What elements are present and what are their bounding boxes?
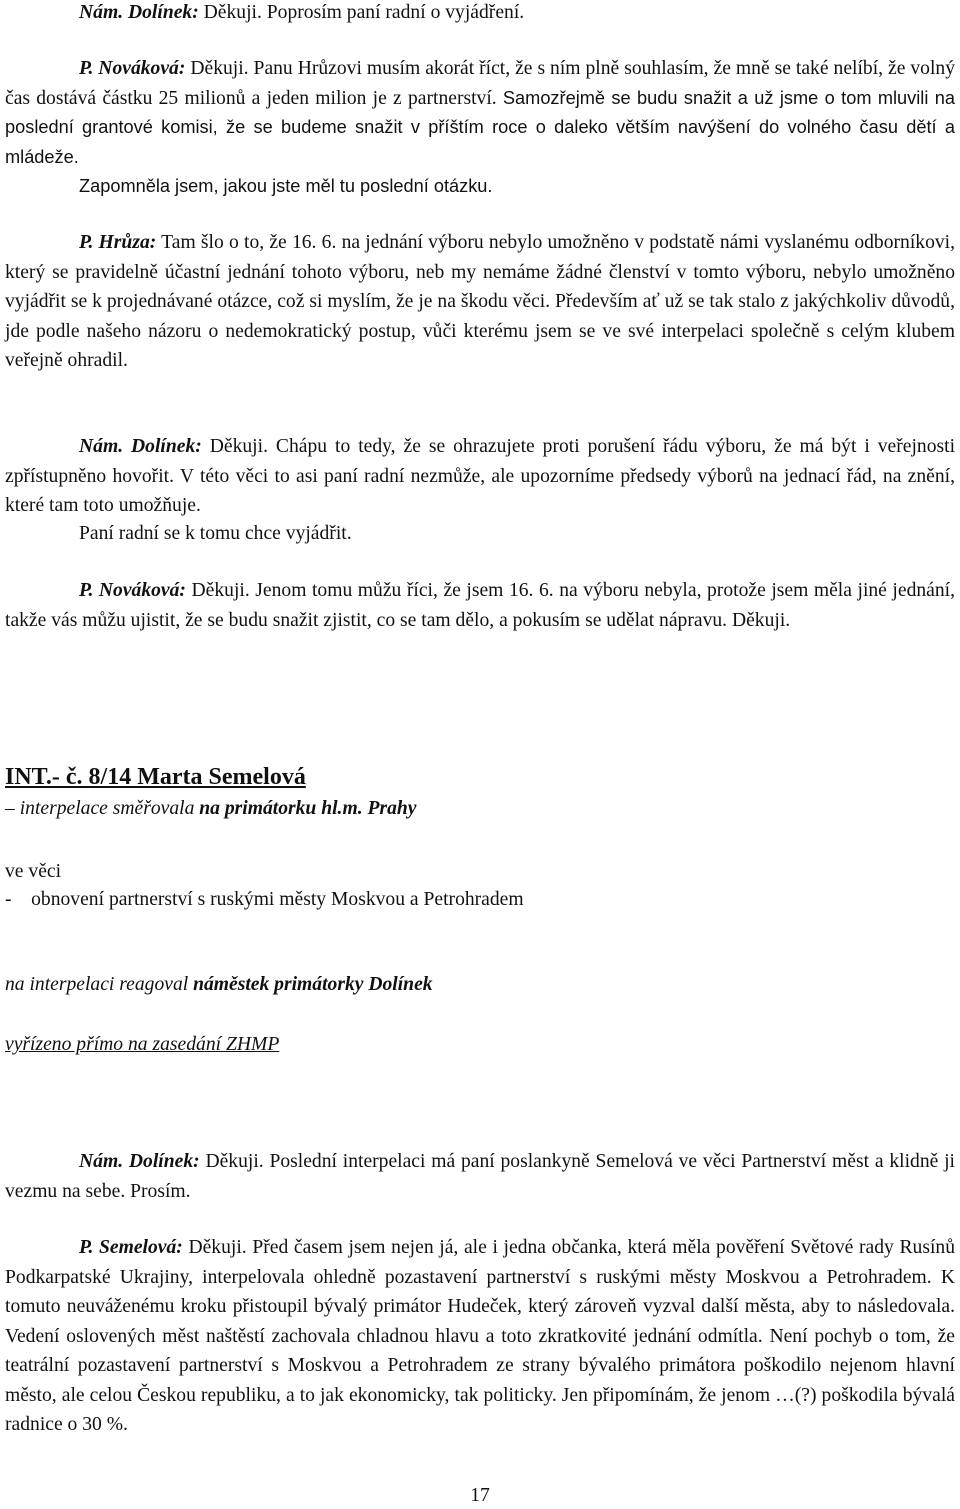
speech-text: Děkuji. Jenom tomu můžu říci, že jsem 16. 6. na výboru nebyla, protože jsem měla jiné jednání, takže vás můžu ujistit, že se budu snažit zjistit, co se tam dělo, a pokusím se udělat nápravu. Děkuji. [5,580,955,631]
speaker-name: Nám. Dolínek: [79,2,199,23]
paragraph-novakova-question [5,172,955,202]
speech-text: Děkuji. Před časem jsem nejen já, ale i jedna občanka, která měla pověření Světové rady Rusínů Podkarpatské Ukrajiny, interpelovala ohledně pozastavení partnerství s ruskými městy Moskvou a Petrohradem. K tomuto neuváženému kroku přistoupil bývalý primátor Hudeček, který zároveň vyzval další města, aby to následovala. Vedení oslovených měst naštěstí zachovala chladnou hlavu a toto zkratkovité jednání odmítla. Není pochyb o tom, že teatrální pozastavení partnerství s Moskvou a Petrohradem ze strany bývalého primátora poškodilo nejenom hlavní město, ale celou Českou republiku, a to jak ekonomicky, tak politicky. Jen připomínám, že jenom …(?) poškodila bývalá radnice o 30 %. [5,1237,956,1435]
paragraph-dolinek-2b [5,519,955,549]
speech-text: Tam šlo o to, že 16. 6. na jednání výboru nebylo umožněno v podstatě námi vyslanému odborníkovi, který se pravidelně účastní jednání tohoto výboru, neb my nemáme žádné členství v tomto výboru, nebylo umožněno vyjádřit se k projednávané otázce, což si myslím, že je na škodu věci. Především ať už se tak stalo z jakýchkoliv důvodů, jde podle našeho názoru o nedemokratický postup, vůči kterému jsem se ve své interpelaci společně s celým klubem veřejně ohradil. [5,232,956,371]
speaker-name: Nám. Dolínek: [79,436,202,457]
speech-text: Zapomněla jsem, jakou jste měl tu poslední otázku. [79,176,493,196]
directed-label: interpelace směřovala [19,798,200,819]
subject-label: ve věci [5,861,62,882]
interpellation-title [5,762,955,792]
interpellation-directed [5,795,955,823]
reacted-who: náměstek primátorky Dolínek [193,974,433,995]
interpellation-number-name: 8/14 Marta Semelová [88,764,306,790]
speech-text-sans: Samozřejmě se budu snažit a už jsme o tom mluvili na poslední grantové komisi, že se budeme snažit v příštím roce o daleko větším navýšení do volného času dětí a mládeže. [5,87,956,167]
resolution-line: vyřízeno přímo na zasedání ZHMP [5,1034,280,1055]
page-number: 17 [470,1485,490,1506]
subject-item: - obnovení partnerství s ruskými městy Moskvou a Petrohradem [5,889,524,910]
paragraph-dolinek-3 [5,1147,955,1206]
reacted-label: na interpelaci reagoval [5,974,194,995]
speech-text: Děkuji. Poprosím paní radní o vyjádření. [198,2,525,23]
speaker-name: P. Hrůza: [79,232,157,253]
paragraph-novakova-1 [5,54,955,172]
speech-text: Děkuji. Panu Hrůzovi musím akorát říct, že s ním plně souhlasím, že mně se také nelíbí, že volný čas dostává částku 25 milionů a jeden milion je z partnerství. [5,58,956,109]
speaker-name: Nám. Dolínek: [79,1151,200,1172]
speech-text: Paní radní se k tomu chce vyjádřit. [79,523,352,544]
dash: – [5,798,20,819]
paragraph-hruza [5,228,955,376]
directed-target: na primátorku hl.m. Prahy [199,798,417,819]
paragraph-dolinek-1 [5,0,955,28]
paragraph-novakova-2 [5,576,955,635]
paragraph-semelova [5,1233,955,1440]
interpellation-number-prefix: INT.- č. [5,764,89,790]
paragraph-dolinek-2 [5,432,955,521]
speech-text: Děkuji. Poslední interpelaci má paní poslankyně Semelová ve věci Partnerství měst a klidně ji vezmu na sebe. Prosím. [5,1151,955,1202]
speaker-name: P. Nováková: [79,58,186,79]
speaker-name: P. Nováková: [79,580,186,601]
speech-text: Děkuji. Chápu to tedy, že se ohrazujete proti porušení řádu výboru, že má být i veřejnosti zpřístupněno hovořit. V této věci to asi paní radní nezmůže, ale upozorníme předsedy výborů na jednací řád, na znění, které tam toto umožňuje. [5,436,956,516]
speaker-name: P. Semelová: [79,1237,183,1258]
reaction-line [5,971,955,999]
